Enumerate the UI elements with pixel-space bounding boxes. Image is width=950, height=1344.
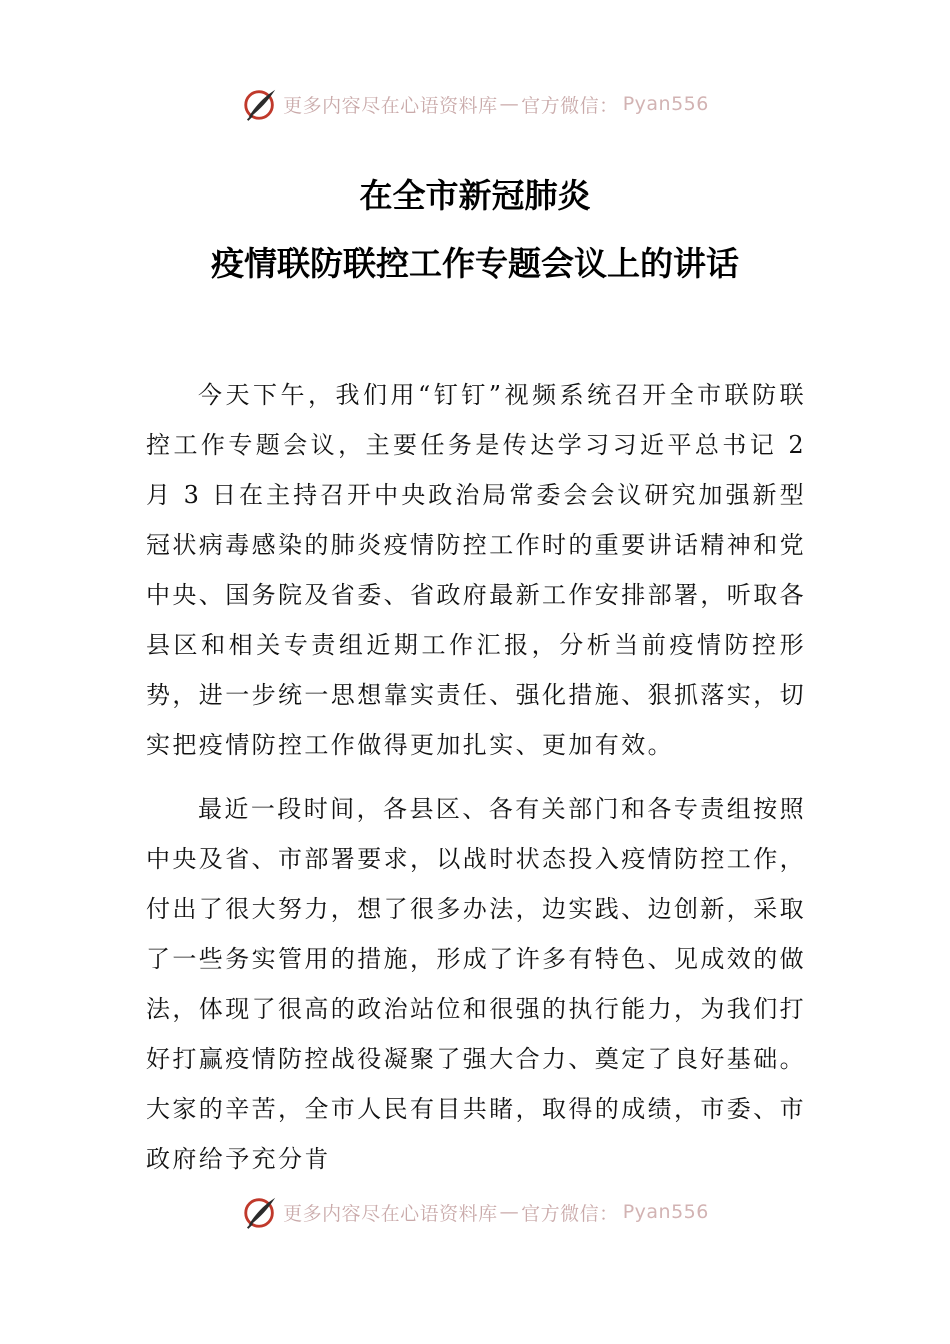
watermark-separator: — [499, 1201, 520, 1223]
watermark-label: 官方微信： [521, 1202, 619, 1225]
watermark-id: Pyan556 [622, 1201, 709, 1223]
footer-watermark [0, 1192, 950, 1232]
watermark-separator: — [499, 93, 520, 115]
document-title-line-2: 疫情联防联控工作专题会议上的讲话 [211, 244, 739, 283]
watermark-text: 更多内容尽在心语资料库 [283, 94, 498, 117]
watermark-label: 官方微信： [521, 94, 619, 117]
watermark-text: 更多内容尽在心语资料库 [283, 1202, 498, 1225]
header-watermark [0, 84, 950, 124]
quill-logo-icon [241, 1193, 279, 1231]
quill-logo-icon [241, 85, 279, 123]
watermark-id: Pyan556 [622, 93, 709, 115]
document-title-line-1: 在全市新冠肺炎 [359, 176, 591, 215]
paragraph-1: 今天下午，我们用“钉钉”视频系统召开全市联防联控工作专题会议，主要任务是传达学习习近平总书记 2 月 3 日在主持召开中央政治局常委会会议研究加强新型冠状病毒感染的肺炎疫情防控工作时的重要讲话精神和党中央、国务院及省委、省政府最新工作安排部署，听取各县区和相关专责组近期工作汇报，分析当前疫情防控形势，进一步统一思想靠实责任、强化措施、狠抓落实，切实把疫情防控工作做得更加扎实、更加有效。 [146, 381, 806, 759]
paragraph-2: 最近一段时间，各县区、各有关部门和各专责组按照中央及省、市部署要求，以战时状态投入疫情防控工作，付出了很大努力，想了很多办法，边实践、边创新，采取了一些务实管用的措施，形成了许多有特色、见成效的做法，体现了很高的政治站位和很强的执行能力，为我们打好打赢疫情防控战役凝聚了强大合力、奠定了良好基础。大家的辛苦，全市人民有目共睹，取得的成绩，市委、市政府给予充分肯 [146, 795, 806, 1173]
document-body [146, 370, 806, 1184]
